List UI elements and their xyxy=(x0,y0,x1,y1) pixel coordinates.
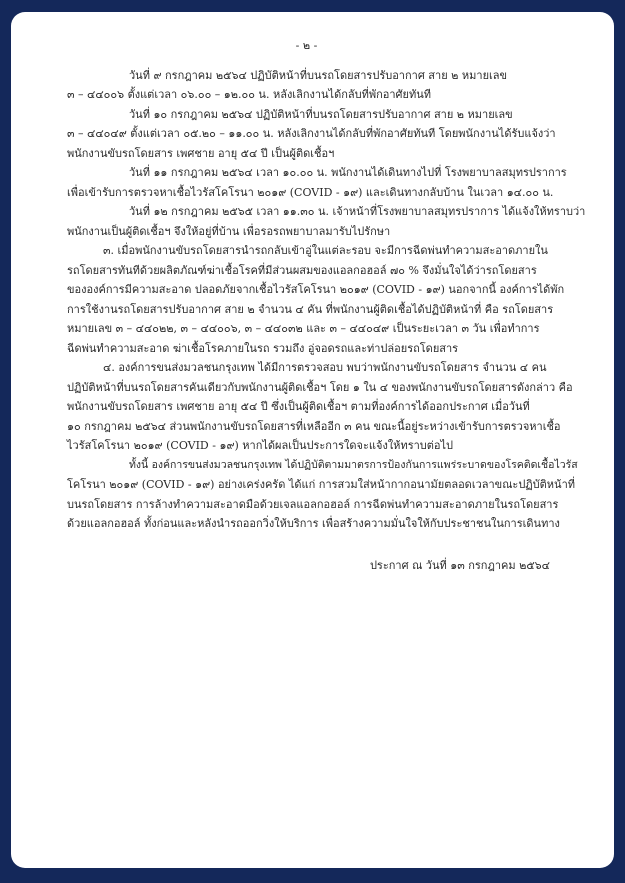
paragraph-line xyxy=(67,163,586,183)
line-text: ๓. เมื่อพนักงานขับรถโดยสารนำรถกลับเข้าอู่ในแต่ละรอบ จะมีการฉีดพ่นทำความสะอาดภายใน xyxy=(103,244,548,257)
paragraph-line xyxy=(67,456,586,476)
line-text: ฉีดพ่นทำความสะอาด ฆ่าเชื้อโรคภายในรถ รวมถึง อู่จอดรถและท่าปล่อยรถโดยสาร xyxy=(67,341,459,355)
line-text: ๔. องค์การขนส่งมวลชนกรุงเทพ ได้มีการตรวจสอบ พบว่าพนักงานขับรถโดยสาร จำนวน ๔ คน xyxy=(103,361,547,374)
paragraph-line xyxy=(67,261,586,281)
line-text: หมายเลข ๓ – ๔๔๐๒๒, ๓ – ๔๔๐๐๖, ๓ – ๔๔๐๓๒ และ ๓ – ๔๔๐๔๙ เป็นระยะเวลา ๓ วัน เพื่อทำการ xyxy=(67,322,540,335)
paragraph xyxy=(67,163,586,202)
paragraph-line xyxy=(67,105,586,125)
line-text: ๑๐ กรกฎาคม ๒๕๖๔ ส่วนพนักงานขับรถโดยสารที่เหลืออีก ๓ คน ขณะนี้อยู่ระหว่างเข้ารับการตรวจหาเชื้อ xyxy=(67,419,561,433)
paragraph-line xyxy=(67,495,586,515)
line-text: บนรถโดยสาร การล้างทำความสะอาดมือด้วยเจลแอลกอฮอล์ การฉีดพ่นทำความสะอาดภายในรถโดยสาร xyxy=(67,497,559,511)
paragraph-line xyxy=(67,475,586,495)
line-text: ๓ – ๔๔๐๐๖ ตั้งแต่เวลา ๐๖.๐๐ – ๑๒.๐๐ น. หลังเลิกงานได้กลับที่พักอาศัยทันที xyxy=(67,88,431,101)
document-page xyxy=(11,12,614,868)
line-text: วันที่ ๑๑ กรกฎาคม ๒๕๖๔ เวลา ๑๐.๐๐ น. พนักงานได้เดินทางไปที่ โรงพยาบาลสมุทรปราการ xyxy=(129,166,567,179)
paragraph-line xyxy=(67,144,586,164)
paragraph-line xyxy=(67,222,586,242)
paragraph-line xyxy=(67,300,586,320)
line-text: พนักงานเป็นผู้ติดเชื้อฯ จึงให้อยู่ที่บ้าน เพื่อรอรถพยาบาลมารับไปรักษา xyxy=(67,224,391,238)
line-text: พนักงานขับรถโดยสาร เพศชาย อายุ ๕๔ ปี ซึ่งเป็นผู้ติดเชื้อฯ ตามที่องค์การได้ออกประกาศ เมื่อวันที่ xyxy=(67,400,530,413)
paragraph xyxy=(67,202,586,241)
paragraph-line xyxy=(67,319,586,339)
paragraph xyxy=(67,105,586,164)
line-text: ขององค์การมีความสะอาด ปลอดภัยจากเชื้อไวรัสโคโรนา ๒๐๑๙ (COVID - ๑๙) นอกจากนี้ องค์การได้พัก xyxy=(67,283,565,296)
paragraph-line xyxy=(67,417,586,437)
paragraph-line xyxy=(67,183,586,203)
line-text: ไวรัสโคโรนา ๒๐๑๙ (COVID - ๑๙) หากได้ผลเป็นประการใดจะแจ้งให้ทราบต่อไป xyxy=(67,439,454,452)
line-text: การใช้งานรถโดยสารปรับอากาศ สาย ๒ จำนวน ๔ คัน ที่พนักงานผู้ติดเชื้อได้ปฏิบัติหน้าที่ คือ รถโดยสาร xyxy=(67,302,554,316)
line-text: วันที่ ๑๒ กรกฎาคม ๒๕๖๕ เวลา ๑๑.๓๐ น. เจ้าหน้าที่โรงพยาบาลสมุทรปราการ ได้แจ้งให้ทราบว่า xyxy=(129,205,586,218)
document-body xyxy=(67,66,586,534)
line-text: วันที่ ๙ กรกฎาคม ๒๕๖๔ ปฏิบัติหน้าที่บนรถโดยสารปรับอากาศ สาย ๒ หมายเลข xyxy=(129,68,508,82)
page-number: - ๒ - xyxy=(295,39,318,52)
line-text: โคโรนา ๒๐๑๙ (COVID - ๑๙) อย่างเคร่งครัด ได้แก่ การสวมใส่หน้ากากอนามัยตลอดเวลาขณะปฏิบัติหน้าที่ xyxy=(67,478,576,491)
paragraph xyxy=(67,358,586,456)
paragraph-line xyxy=(67,339,586,359)
paragraph-line xyxy=(67,436,586,456)
line-text: ด้วยแอลกอฮอล์ ทั้งก่อนและหลังนำรถออกวิ่งให้บริการ เพื่อสร้างความมั่นใจให้กับประชาชนในการเดินทาง xyxy=(67,517,560,530)
paragraph-line xyxy=(67,124,586,144)
line-text: รถโดยสารทันทีด้วยผลิตภัณฑ์ฆ่าเชื้อโรคที่มีส่วนผสมของแอลกอฮอล์ ๗๐ % จึงมั่นใจได้ว่ารถโดยสาร xyxy=(67,263,537,277)
paragraph-line xyxy=(67,280,586,300)
line-text: เพื่อเข้ารับการตรวจหาเชื้อไวรัสโคโรนา ๒๐๑๙ (COVID - ๑๙) และเดินทางกลับบ้าน ในเวลา ๑๔.๐๐ น. xyxy=(67,185,554,199)
paragraph xyxy=(67,241,586,358)
paragraph xyxy=(67,456,586,534)
paragraph xyxy=(67,66,586,105)
line-text: พนักงานขับรถโดยสาร เพศชาย อายุ ๕๔ ปี เป็นผู้ติดเชื้อฯ xyxy=(67,146,335,160)
line-text: ทั้งนี้ องค์การขนส่งมวลชนกรุงเทพ ได้ปฏิบัติตามมาตรการป้องกันการแพร่ระบาดของโรคติดเชื้อไวรัส xyxy=(129,458,578,471)
paragraph-line xyxy=(67,241,586,261)
line-text: วันที่ ๑๐ กรกฎาคม ๒๕๖๔ ปฏิบัติหน้าที่บนรถโดยสารปรับอากาศ สาย ๒ หมายเลข xyxy=(129,107,513,121)
spacer xyxy=(67,534,586,556)
line-text: ปฏิบัติหน้าที่บนรถโดยสารคันเดียวกับพนักงานผู้ติดเชื้อฯ โดย ๑ ใน ๔ ของพนักงานขับรถโดยสารดังกล่าว คือ xyxy=(67,380,573,394)
paragraph-line xyxy=(67,66,586,86)
line-text: ๓ – ๔๔๐๔๙ ตั้งแต่เวลา ๐๕.๒๐ – ๑๑.๐๐ น. หลังเลิกงานได้กลับที่พักอาศัยทันที โดยพนักงานได้รับแจ้งว่า xyxy=(67,127,556,140)
paragraph-line xyxy=(67,202,586,222)
paragraph-line xyxy=(67,85,586,105)
paragraph-line xyxy=(67,397,586,417)
paragraph-line xyxy=(67,514,586,534)
announcement-date: ประกาศ ณ วันที่ ๑๓ กรกฎาคม ๒๕๖๔ xyxy=(369,558,550,572)
paragraph-line xyxy=(67,378,586,398)
paragraph-line xyxy=(67,358,586,378)
